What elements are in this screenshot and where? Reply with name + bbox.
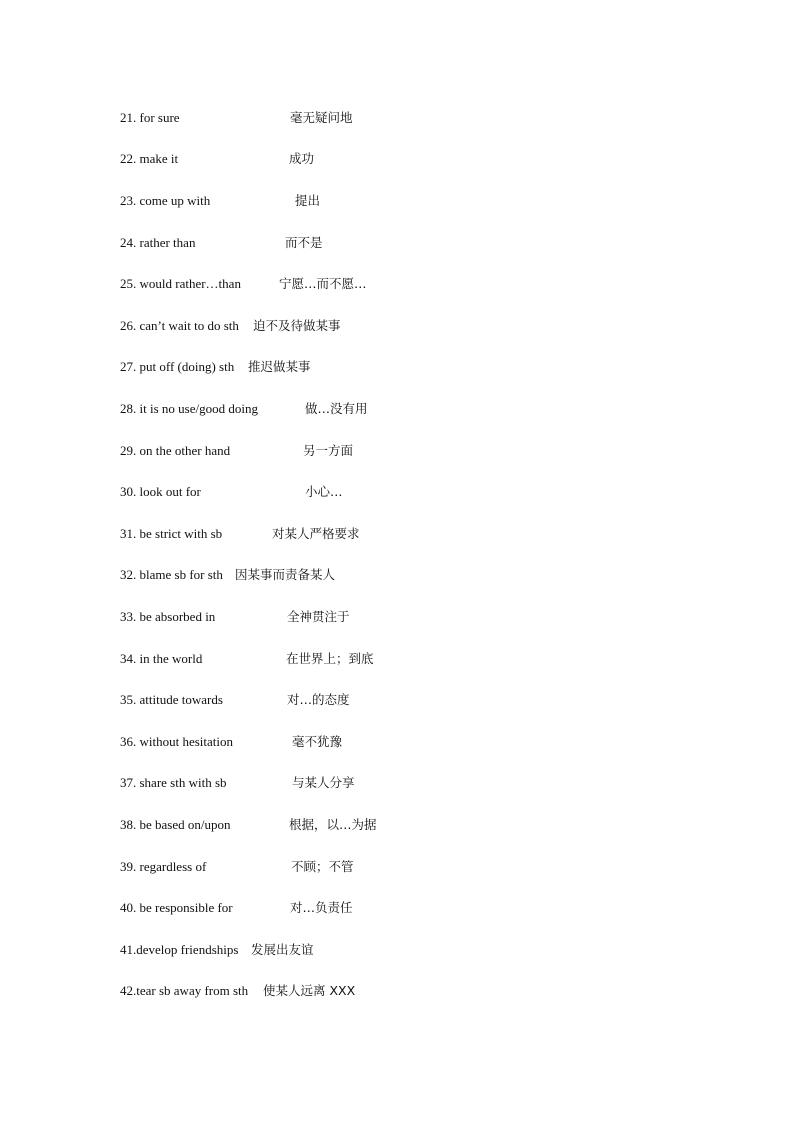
phrase-chinese: 毫无疑问地 [290,110,353,125]
phrase-chinese: 对某人严格要求 [272,526,360,541]
vocab-entry-37 [0,773,794,793]
vocab-entry-31 [0,524,794,544]
phrase-english: 29. on the other hand [120,443,231,458]
phrase-english: 22. make it [120,151,179,166]
phrase-english: 35. attitude towards [120,692,223,707]
phrase-chinese: 成功 [289,151,315,166]
vocab-entry-29 [0,441,794,461]
phrase-english: 28. it is no use/good doing [120,401,258,416]
vocab-entry-34 [0,649,794,669]
phrase-chinese: 因某事而责备某人 [235,567,336,582]
vocab-entry-32 [0,565,794,585]
phrase-chinese: 根据，以…为据 [289,817,377,832]
phrase-chinese: 对…的态度 [287,692,350,707]
phrase-chinese: 全神贯注于 [287,609,350,624]
phrase-chinese: 与某人分享 [292,775,355,790]
vocab-entry-38 [0,815,794,835]
phrase-chinese: 另一方面 [303,443,354,458]
vocab-entry-24 [0,233,794,253]
vocab-entry-25 [0,274,794,294]
phrase-english: 38. be based on/upon [120,817,231,832]
phrase-english: 26. can’t wait to do sth [120,318,239,333]
phrase-english: 40. be responsible for [120,900,233,915]
phrase-chinese: 在世界上；到底 [286,651,374,666]
vocab-entry-27 [0,357,794,377]
phrase-chinese: 使某人远离 XXX [263,983,356,998]
vocab-entry-35 [0,690,794,710]
phrase-chinese: 对…负责任 [290,900,353,915]
phrase-english: 37. share sth with sb [120,775,227,790]
phrase-chinese: 提出 [295,193,321,208]
vocab-entry-23 [0,191,794,211]
phrase-english: 24. rather than [120,235,196,250]
phrase-english: 34. in the world [120,651,203,666]
phrase-english: 42.tear sb away from sth [120,983,249,998]
vocab-entry-33 [0,607,794,627]
phrase-english: 27. put off (doing) sth [120,359,235,374]
phrase-chinese: 发展出友谊 [251,942,314,957]
phrase-english: 31. be strict with sb [120,526,223,541]
phrase-english: 41.develop friendships [120,942,239,957]
vocab-entry-40 [0,898,794,918]
vocab-entry-36 [0,732,794,752]
vocab-entry-28 [0,399,794,419]
vocab-entry-22 [0,149,794,169]
vocab-entry-42 [0,981,794,1001]
phrase-english: 36. without hesitation [120,734,234,749]
phrase-chinese: 而不是 [285,235,323,250]
phrase-english: 30. look out for [120,484,201,499]
phrase-chinese: 迫不及待做某事 [253,318,341,333]
phrase-chinese: 小心… [305,484,343,499]
phrase-chinese: 不顾；不管 [291,859,354,874]
vocab-entry-41 [0,940,794,960]
vocab-entry-21 [0,108,794,128]
phrase-chinese: 毫不犹豫 [292,734,343,749]
phrase-english: 39. regardless of [120,859,207,874]
phrase-chinese: 做…没有用 [305,401,368,416]
phrase-english: 25. would rather…than [120,276,241,291]
vocab-entry-26 [0,316,794,336]
vocab-entry-30 [0,482,794,502]
phrase-chinese: 宁愿…而不愿… [279,276,367,291]
phrase-english: 23. come up with [120,193,211,208]
vocab-entry-39 [0,857,794,877]
phrase-english: 21. for sure [120,110,180,125]
phrase-english: 32. blame sb for sth [120,567,223,582]
phrase-english: 33. be absorbed in [120,609,216,624]
phrase-chinese: 推迟做某事 [248,359,311,374]
